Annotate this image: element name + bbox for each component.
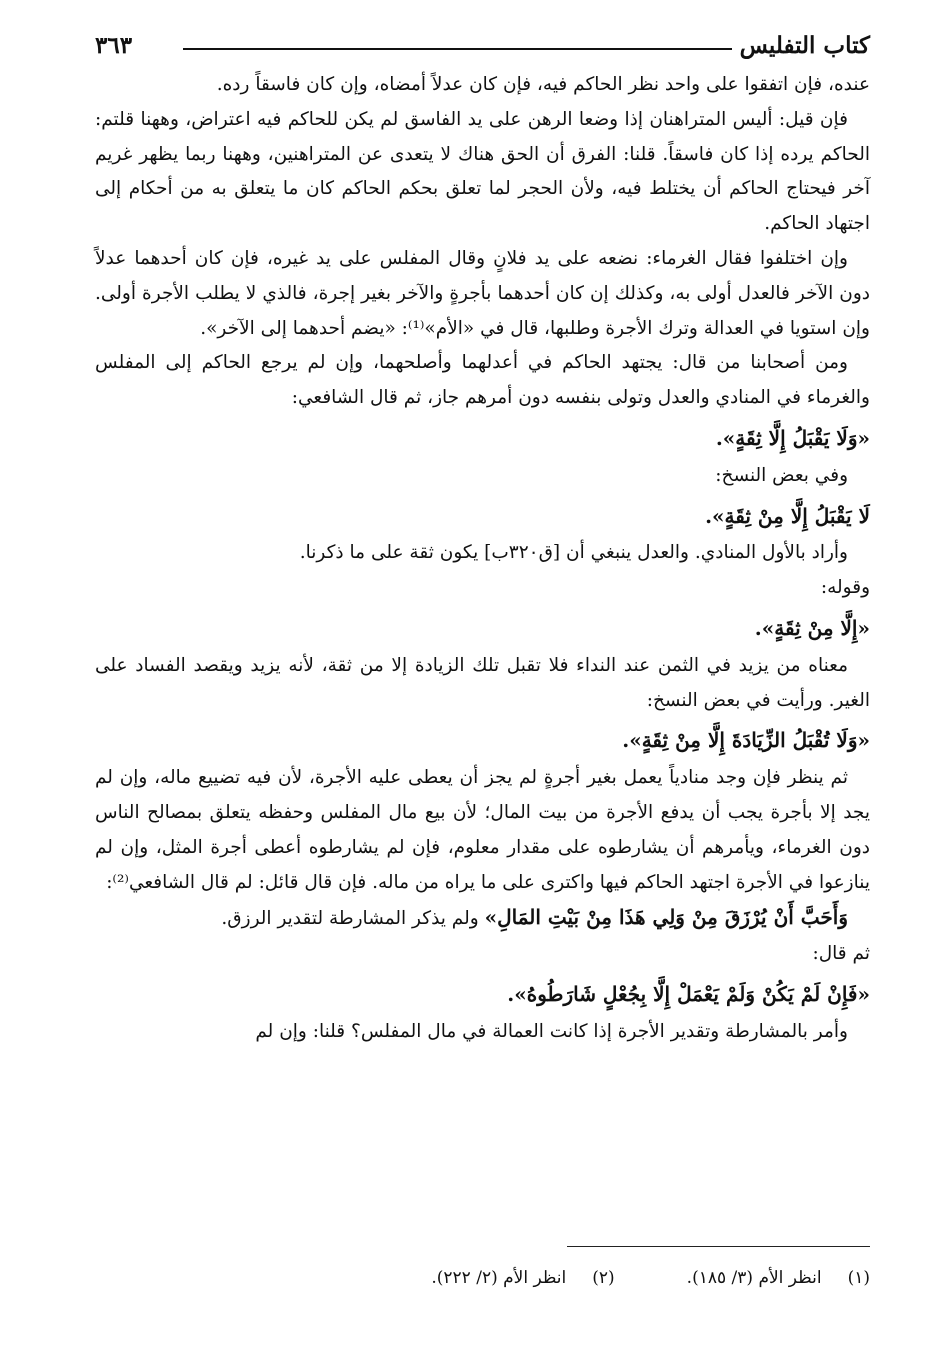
page-number: ٣٦٣ <box>95 32 133 59</box>
page-body <box>95 68 870 1050</box>
quoted-text: «وَلَا يَقْبَلُ إِلَّا ثِقَةٍ». <box>715 425 870 450</box>
footnotes <box>95 1268 870 1288</box>
page-header <box>95 28 870 68</box>
paragraph: عنده، فإن اتفقوا على واحد نظر الحاكم فيه، فإن كان عدلاً أمضاه، وإن كان فاسقاً رده. <box>216 74 870 95</box>
footnote <box>431 1268 614 1288</box>
paragraph: ومن أصحابنا من قال: يجتهد الحاكم في أعدلهما وأصلحهما، وإن لم يرجع الحاكم إلى المفلس والغرماء في المنادي والعدل وتولى بنفسه دون أمرهم جاز، ثم قال الشافعي: <box>95 352 870 409</box>
quoted-text: وَأَحَبَّ أَنْ يُرْزَقَ مِنْ وَلِي هَذَا مِنْ بَيْتِ المَالِ» <box>484 905 848 930</box>
footnote-text: انظر الأم (٢/ ٢٢٢). <box>431 1268 567 1288</box>
paragraph-text: ولم يذكر المشارطة لتقدير الرزق. <box>221 908 485 930</box>
quoted-text: «فَإِنْ لَمْ يَكُنْ وَلَمْ يَعْمَلْ إِلَّا بِجُعْلٍ شَارَطُوهُ». <box>507 981 870 1006</box>
paragraph: وأراد بالأول المنادي. والعدل ينبغي أن [ق٣٢٠ب] يكون ثقة على ما ذكرنا. <box>299 542 848 564</box>
footnote-separator <box>567 1246 870 1247</box>
footnote-number: (٢) <box>592 1268 615 1288</box>
paragraph: ثم ينظر فإن وجد منادياً يعمل بغير أجرةٍ لم يجز أن يعطى عليه الأجرة، لأن فيه تضييع ماله، وإن لم يجد إلا بأجرة يجب أن يدفع الأجرة من بيت المال؛ لأن بيع مال المفلس وحفظه يتعلق بمصالح الناس دون الغرماء، ويأمرهم أن يشارطوه على مقدار معلوم، فإن لم يشارطوه أعطى أجرة المثل، وإن لم ينازعوا في الأجرة اجتهد الحاكم فيها واكترى على ما يراه من ماله. فإن قال قائل: لم قال الشافعي⁽²⁾: <box>95 767 870 893</box>
paragraph: فإن قيل: أليس المتراهنان إذا وضعا الرهن على يد الفاسق لم يكن للحاكم فيه اعتراض، وههنا قلتم: الحاكم يرده إذا كان فاسقاً. قلنا: الفرق أن الحق هناك لا يتعدى عن المتراهنين، وههنا ربما يظهر غريم آخر فيحتاج الحاكم أن يختلط فيه، ولأن الحجر لما تعلق بحكم الحاكم كان ما يتعلق به من أحكام إلى اجتهاد الحاكم. <box>95 108 870 235</box>
paragraph: ثم قال: <box>812 943 870 965</box>
quoted-text: «وَلَا تُقْبَلُ الزِّيَادَةَ إِلَّا مِنْ ثِقَةٍ». <box>622 728 870 753</box>
paragraph: وإن اختلفوا فقال الغرماء: نضعه على يد فلانٍ وقال المفلس على يد غيره، فإن كان أحدهما عدلاً دون الآخر فالعدل أولى به، وكذلك إن كان أحدهما بأجرةٍ والآخر بغير إجرة، فالذي لا يطلب الأجرة أولى. وإن استويا في العدالة وترك الأجرة وطلبها، قال في «الأم»⁽¹⁾: «يضم أحدهما إلى الآخر». <box>95 247 870 339</box>
paragraph: وقوله: <box>820 577 870 599</box>
footnote <box>687 1268 870 1288</box>
quoted-text: لَا يَقْبَلُ إِلَّا مِنْ ثِقَةٍ». <box>705 503 870 528</box>
quoted-text: «إِلَّا مِنْ ثِقَةٍ». <box>754 615 870 640</box>
footnote-number: (١) <box>847 1268 870 1288</box>
header-rule <box>183 48 732 50</box>
footnote-text: انظر الأم (٣/ ١٨٥). <box>686 1268 822 1288</box>
book-page <box>95 28 870 1288</box>
paragraph: معناه من يزيد في الثمن عند النداء فلا تقبل تلك الزيادة إلا من ثقة، لأنه يزيد ويقصد الفساد على الغير. ورأيت في بعض النسخ: <box>95 654 870 711</box>
chapter-title: كتاب التفليس <box>739 32 870 59</box>
paragraph: وفي بعض النسخ: <box>715 464 848 486</box>
paragraph: وأمر بالمشارطة وتقدير الأجرة إذا كانت العمالة في مال المفلس؟ قلنا: وإن لم <box>255 1020 848 1042</box>
paragraph <box>95 900 870 937</box>
